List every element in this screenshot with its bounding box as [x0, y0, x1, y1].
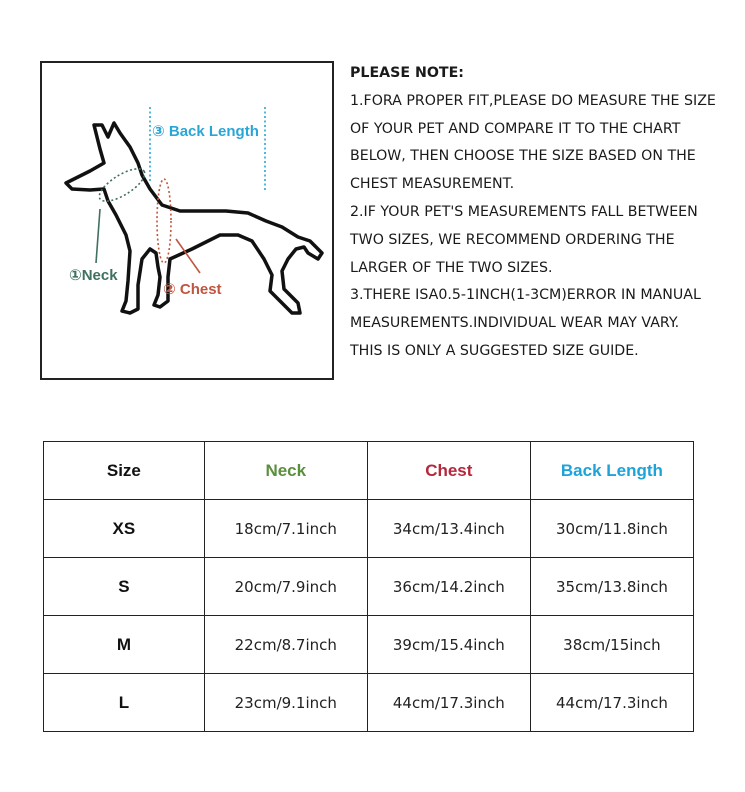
- note-title: PLEASE NOTE:: [350, 65, 464, 81]
- note-line: MEASUREMENTS.INDIVIDUAL WEAR MAY VARY.: [350, 315, 680, 332]
- header-size: Size: [44, 442, 205, 500]
- note-line: 1.FORA PROPER FIT,PLEASE DO MEASURE THE SIZE: [350, 92, 716, 109]
- back-length-label: ③ Back Length: [152, 123, 259, 140]
- table-row: [44, 558, 694, 616]
- note-line: LARGER OF THE TWO SIZES.: [350, 259, 553, 276]
- dog-silhouette-icon: [42, 63, 334, 380]
- chest-label: ② Chest: [163, 281, 222, 298]
- size-chart-table: [43, 441, 694, 732]
- size-cell: S: [44, 558, 205, 616]
- note-line: OF YOUR PET AND COMPARE IT TO THE CHART: [350, 120, 681, 137]
- note-line: BELOW, THEN CHOOSE THE SIZE BASED ON THE: [350, 148, 696, 165]
- note-line: 3.THERE ISA0.5-1INCH(1-3CM)ERROR IN MANUAL: [350, 287, 701, 304]
- size-note: [350, 60, 740, 366]
- table-row: [44, 616, 694, 674]
- chest-cell: 39cm/15.4inch: [367, 616, 530, 674]
- header-neck: Neck: [204, 442, 367, 500]
- note-line: 2.IF YOUR PET'S MEASUREMENTS FALL BETWEEN: [350, 203, 698, 220]
- neck-cell: 23cm/9.1inch: [204, 674, 367, 732]
- size-cell: L: [44, 674, 205, 732]
- neck-cell: 22cm/8.7inch: [204, 616, 367, 674]
- neck-cell: 20cm/7.9inch: [204, 558, 367, 616]
- back-length-cell: 35cm/13.8inch: [530, 558, 693, 616]
- chest-cell: 36cm/14.2inch: [367, 558, 530, 616]
- note-line: THIS IS ONLY A SUGGESTED SIZE GUIDE.: [350, 342, 639, 359]
- dog-measurement-diagram: [40, 61, 334, 380]
- chest-cell: 34cm/13.4inch: [367, 500, 530, 558]
- table-row: [44, 674, 694, 732]
- back-length-cell: 30cm/11.8inch: [530, 500, 693, 558]
- note-line: CHEST MEASUREMENT.: [350, 176, 515, 193]
- neck-pointer-line: [96, 209, 100, 263]
- note-line: TWO SIZES, WE RECOMMEND ORDERING THE: [350, 231, 675, 248]
- neck-label: ①Neck: [69, 267, 118, 284]
- table-header-row: [44, 442, 694, 500]
- chest-cell: 44cm/17.3inch: [367, 674, 530, 732]
- size-cell: M: [44, 616, 205, 674]
- header-back-length: Back Length: [530, 442, 693, 500]
- table-row: [44, 500, 694, 558]
- header-chest: Chest: [367, 442, 530, 500]
- neck-cell: 18cm/7.1inch: [204, 500, 367, 558]
- back-length-cell: 38cm/15inch: [530, 616, 693, 674]
- back-length-cell: 44cm/17.3inch: [530, 674, 693, 732]
- size-cell: XS: [44, 500, 205, 558]
